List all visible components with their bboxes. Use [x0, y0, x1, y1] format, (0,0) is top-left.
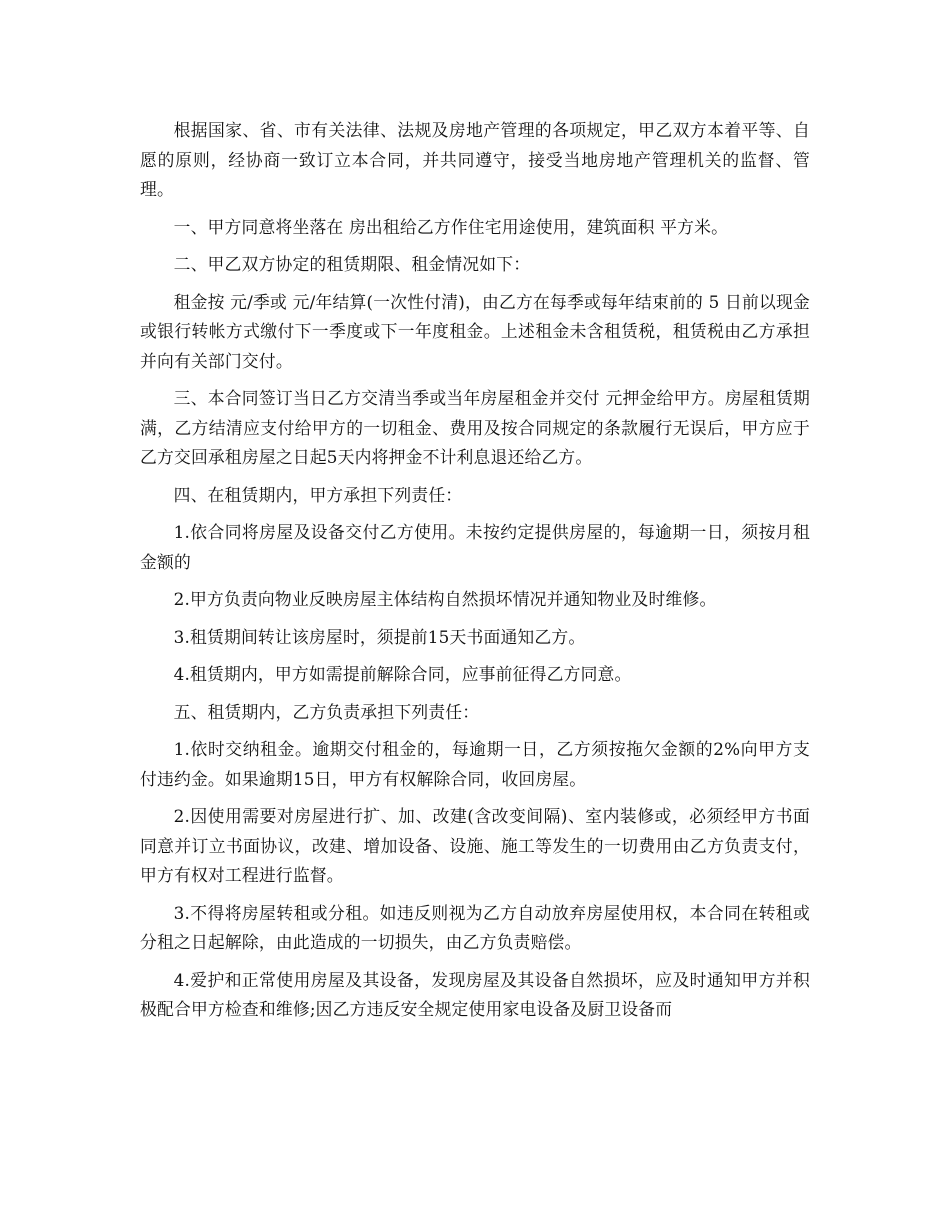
- paragraph-preamble: 根据国家、省、市有关法律、法规及房地产管理的各项规定，甲乙双方本着平等、自愿的原则，经协商一致订立本合同，并共同遵守，接受当地房地产管理机关的监督、管理。: [140, 120, 810, 199]
- document-body: [140, 116, 810, 1033]
- paragraph-clause-4-item-3: 3.租赁期间转让该房屋时，须提前15天书面通知乙方。: [173, 626, 586, 647]
- paragraph-clause-5-item-4: 4.爱护和正常使用房屋及其设备，发现房屋及其设备自然损坏，应及时通知甲方并积极配合甲方检查和维修;因乙方违反安全规定使用家电设备及厨卫设备而: [140, 969, 810, 1019]
- paragraph-clause-5-item-2: 2.因使用需要对房屋进行扩、加、改建(含改变间隔)、室内装修或，必须经甲方书面同意并订立书面协议，改建、增加设备、设施、施工等发生的一切费用由乙方负责支付，甲方有权对工程进行监督。: [140, 806, 810, 885]
- paragraph-clause-3: 三、本合同签订当日乙方交清当季或当年房屋租金并交付 元押金给甲方。房屋租赁期满，乙方结清应支付给甲方的一切租金、费用及按合同规定的条款履行无误后，甲方应于乙方交回承租房屋之日起5天内将押金不计利息退还给乙方。: [140, 388, 810, 467]
- paragraph-clause-1: 一、甲方同意将坐落在 房出租给乙方作住宅用途使用，建筑面积 平方米。: [173, 216, 729, 237]
- paragraph-clause-4-item-2: 2.甲方负责向物业反映房屋主体结构自然损坏情况并通知物业及时维修。: [173, 589, 717, 609]
- paragraph-clause-4-item-4: 4.租赁期内，甲方如需提前解除合同，应事前征得乙方同意。: [173, 664, 632, 684]
- paragraph-clause-5-item-3: 3.不得将房屋转租或分租。如违反则视为乙方自动放弃房屋使用权，本合同在转租或分租之日起解除，由此造成的一切损失，由乙方负责赔偿。: [140, 902, 810, 952]
- paragraph-clause-5-item-1: 1.依时交纳租金。逾期交付租金的，每逾期一日，乙方须按拖欠金额的2%向甲方支付违约金。如果逾期15日，甲方有权解除合同，收回房屋。: [140, 739, 810, 789]
- paragraph-clause-4: 四、在租赁期内，甲方承担下列责任：: [173, 484, 463, 505]
- paragraph-clause-5: 五、租赁期内，乙方负责承担下列责任：: [173, 701, 480, 722]
- paragraph-clause-2: 二、甲乙双方协定的租赁期限、租金情况如下：: [173, 254, 531, 274]
- paragraph-rent-terms: 租金按 元/季或 元/年结算(一次性付清)，由乙方在每季或每年结束前的 5 日前以现金或银行转帐方式缴付下一季度或下一年度租金。上述租金未含租赁税，租赁税由乙方承担并向有关部门交付。: [140, 291, 810, 371]
- paragraph-clause-4-item-1: 1.依合同将房屋及设备交付乙方使用。未按约定提供房屋的，每逾期一日，须按月租金额的: [140, 522, 810, 572]
